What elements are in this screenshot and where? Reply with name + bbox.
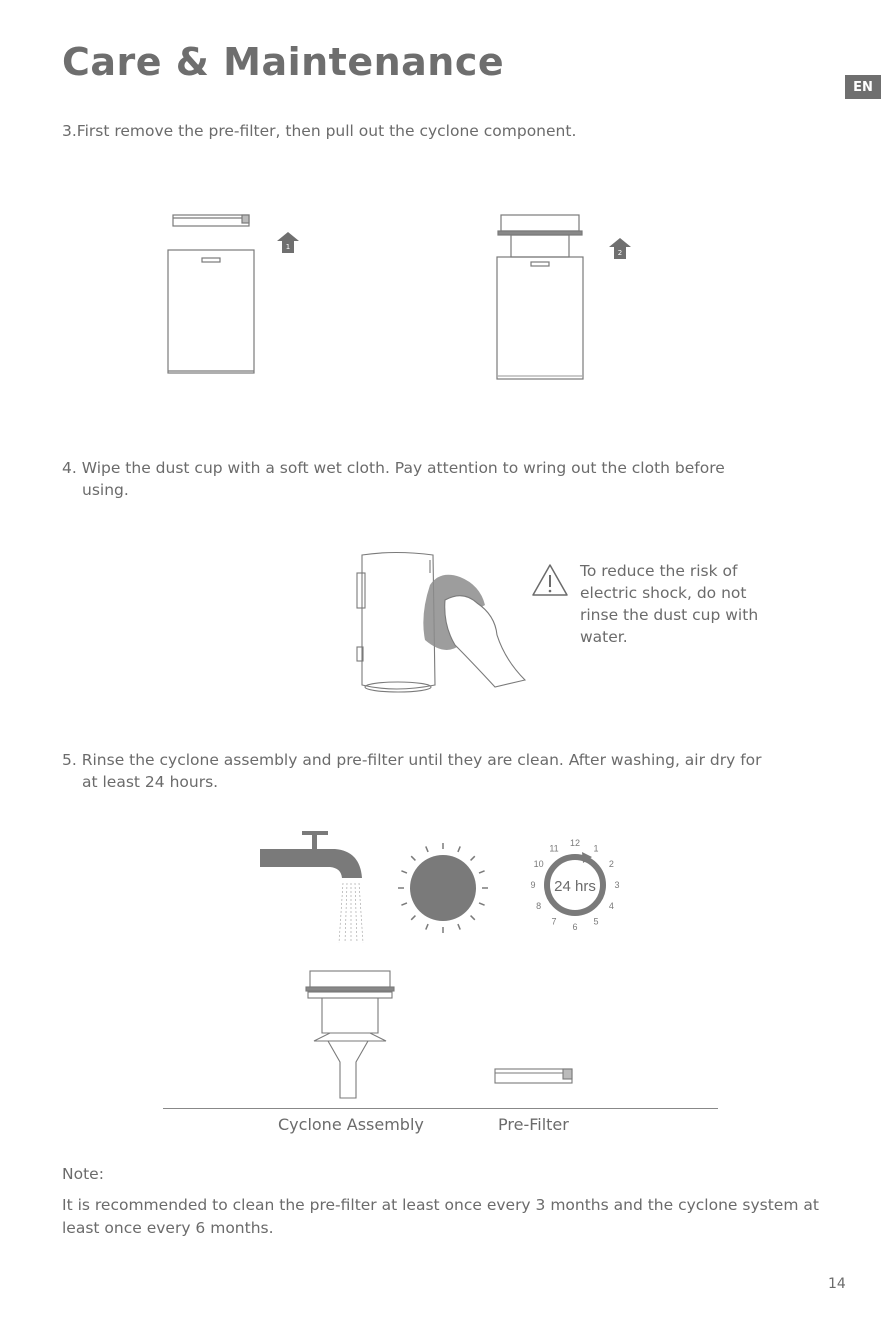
clock-center-label: 24 hrs: [554, 878, 596, 895]
step-5-line-1: 5. Rinse the cyclone assembly and pre-filter until they are clean. After washing, air dry for: [62, 751, 762, 769]
clock-hour-label: 1: [593, 843, 599, 854]
clock-hour-label: 11: [549, 843, 559, 854]
step-5-line-2: at least 24 hours.: [82, 773, 219, 791]
sun-ray: [471, 916, 475, 920]
sun-ray: [479, 871, 485, 873]
step-4-line-1: 4. Wipe the dust cup with a soft wet cloth. Pay attention to wring out the cloth before: [62, 459, 725, 477]
step-5-text: [62, 749, 822, 793]
sun-ray: [401, 871, 407, 873]
svg-text:2: 2: [617, 249, 623, 257]
clock-hour-label: 12: [569, 838, 581, 848]
sun-ray: [458, 924, 460, 930]
removal-illustration: [160, 205, 660, 395]
sun-ray: [411, 916, 415, 920]
warning-triangle-icon: [530, 562, 570, 598]
sun-ray: [426, 846, 428, 852]
clock-hour-label: 3: [614, 880, 620, 890]
clock-hour-label: 5: [593, 916, 599, 927]
caption-cyclone-assembly: Cyclone Assembly: [278, 1115, 424, 1134]
warning-text: To reduce the risk of electric shock, do not rinse the dust cup with water.: [580, 562, 759, 646]
svg-text:1: 1: [285, 243, 291, 251]
clock-hour-label: 2: [608, 859, 614, 869]
dust-cup-with-cyclone-removed: [497, 215, 583, 379]
arrow-1-icon: [277, 232, 299, 253]
caption-pre-filter: Pre-Filter: [498, 1115, 569, 1134]
dust-cup-with-prefilter-removed: [168, 215, 254, 373]
pre-filter-illustration: [490, 1065, 580, 1087]
sun-ray: [479, 903, 485, 905]
page-title: Care & Maintenance: [62, 40, 505, 84]
sun-ray: [471, 856, 475, 860]
sun-icon: [393, 838, 493, 938]
step-4-text: [62, 457, 822, 501]
hand-icon: [445, 596, 525, 687]
caption-divider: [163, 1108, 718, 1109]
note-label: Note:: [62, 1165, 104, 1183]
step-4-line-2: using.: [82, 481, 129, 499]
clock-24-hours-icon: [520, 830, 630, 940]
dust-cup-latch: [357, 573, 365, 608]
sun-ray: [411, 856, 415, 860]
sun-ray: [401, 903, 407, 905]
clock-hour-label: 8: [536, 901, 542, 911]
sun-ray: [426, 924, 428, 930]
step-3-text: 3.First remove the pre-filter, then pull out the cyclone component.: [62, 122, 577, 140]
cyclone-assembly-illustration: [300, 968, 410, 1110]
clock-hour-label: 9: [530, 880, 536, 890]
page-number: 14: [828, 1276, 846, 1292]
wipe-dust-cup-illustration: [345, 545, 545, 695]
arrow-2-icon: [609, 238, 631, 259]
language-badge: EN: [845, 75, 881, 99]
clock-hour-label: 10: [533, 859, 544, 869]
clock-hour-label: 4: [608, 901, 614, 911]
note-text: It is recommended to clean the pre-filter at least once every 3 months and the cyclone system at least once every 6 months.: [62, 1196, 819, 1237]
clock-hour-label: 6: [572, 922, 578, 932]
sun-ray: [458, 846, 460, 852]
faucet-icon: [255, 828, 375, 948]
clock-hour-label: 7: [551, 916, 557, 927]
